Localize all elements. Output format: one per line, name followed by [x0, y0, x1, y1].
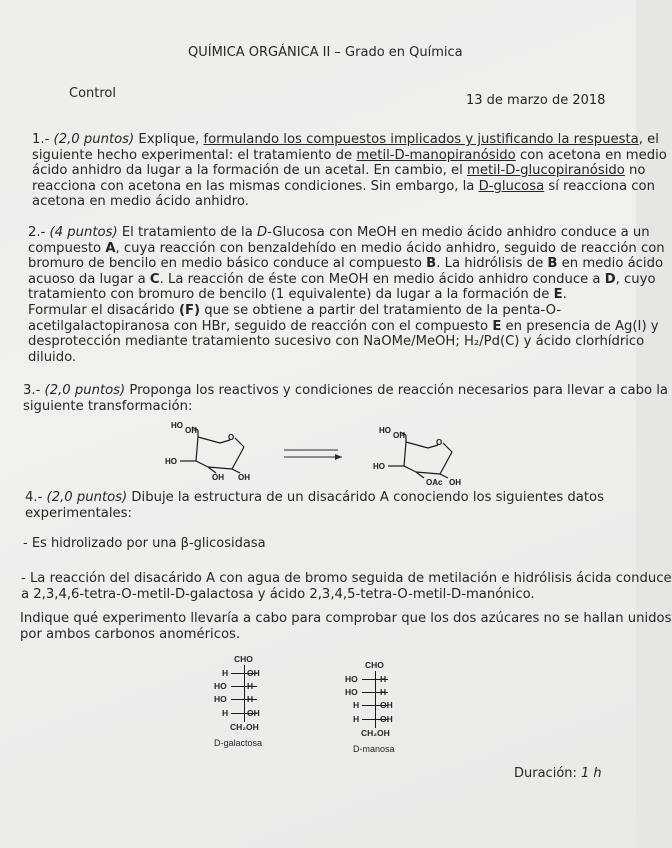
q2-text: acuoso da lugar a: [28, 271, 150, 287]
q1-points: (2,0 puntos): [53, 132, 135, 147]
q1-text: Explique,: [138, 132, 204, 147]
question-3: [23, 383, 668, 414]
reaction-arrow: [280, 445, 350, 465]
fischer-bottom: CH₂OH: [230, 722, 259, 732]
label-oh-top: OH: [393, 431, 405, 440]
fischer-bottom: CH₂OH: [361, 728, 390, 738]
fischer-manosa: [335, 660, 425, 760]
label-oh-bottom: OH: [212, 473, 224, 482]
label-ring-o: O: [228, 433, 235, 442]
fischer-top: CHO: [234, 654, 253, 664]
q2-text: , cuyo: [615, 271, 656, 287]
bond: [443, 443, 452, 452]
label-oh-anomeric: OH: [449, 478, 461, 487]
label-oh-top: OH: [185, 426, 197, 435]
fischer-right: OH: [247, 668, 260, 678]
fischer-right: H: [247, 681, 254, 691]
q2-text: .: [562, 287, 567, 303]
q2-text: bromuro de bencilo en medio básico conduce al compuesto: [28, 256, 427, 272]
fischer-right: OH: [380, 714, 393, 724]
question-1: [32, 132, 667, 210]
question-4: [25, 490, 604, 521]
fischer-name: D-galactosa: [214, 738, 263, 748]
q4-bullet-2: [21, 571, 672, 602]
q3-text: siguiente transformación:: [23, 398, 193, 414]
question-2: [28, 225, 665, 365]
q3-text: Proponga los reactivos y condiciones de reacción necesarios para llevar a cabo la: [125, 383, 668, 398]
duration: [514, 766, 602, 782]
bond: [198, 437, 220, 443]
q2-text: compuesto: [28, 240, 106, 256]
q4-text: - La reacción del disacárido A con agua de bromo seguida de metilación e hidrólisis ácida conduce: [21, 571, 672, 586]
fischer-right: OH: [247, 708, 260, 718]
q4-text: por ambos carbonos anoméricos.: [20, 626, 241, 642]
bond: [416, 472, 440, 474]
label-oac: OAc: [426, 478, 443, 487]
q1-text: acetona en medio ácido anhidro.: [32, 194, 249, 210]
fischer-right: H: [380, 674, 387, 684]
fischer-right: H: [380, 687, 387, 697]
label-ho-left: HO: [165, 457, 177, 466]
label-ho-left: HO: [373, 462, 385, 471]
q2-compound: A: [105, 240, 116, 256]
bond: [232, 447, 244, 469]
fischer-left: H: [353, 700, 360, 710]
fischer-left: HO: [214, 694, 227, 704]
q2-text: en presencia de Ag(I) y: [501, 318, 659, 334]
fischer-right: H: [247, 694, 254, 704]
fischer-top: CHO: [365, 660, 384, 670]
label-ho-top: HO: [171, 421, 183, 430]
q1-text: ácido anhidro da lugar a la formación de un acetal. En cambio, el: [32, 163, 468, 179]
q2-text: tratamiento con bromuro de bencilo (1 equivalente) da lugar a la formación de: [28, 287, 554, 303]
label-ring-o: O: [436, 438, 443, 447]
q3-points: (2,0 puntos): [44, 383, 126, 398]
fischer-right: OH: [380, 700, 393, 710]
q2-compound: E: [553, 287, 563, 303]
q4-text: a 2,3,4,6-tetra-O-metil-D-galactosa y ácido 2,3,4,5-tetra-O-metil-D-manónico.: [21, 586, 535, 602]
bond: [404, 442, 406, 466]
q2-text: que se obtiene a partir del tratamiento de la penta-O-: [200, 302, 562, 318]
q4-text: Indique qué experimento llevaría a cabo para comprobar que los dos azúcares no se hallan unidos: [20, 611, 672, 626]
q2-text: Formular el disacárido: [28, 302, 179, 318]
bond: [196, 437, 198, 461]
q1-text: sí reacciona con: [544, 178, 655, 194]
q2-text: , cuya reacción con benzaldehído en medio ácido anhidro, seguido de reacción con: [115, 240, 665, 256]
q2-compound: B: [426, 256, 437, 272]
q1-number: 1.-: [32, 132, 50, 147]
q2-points: (4 puntos): [49, 225, 118, 240]
q1-underlined: formulando los compuestos implicados y justificando la respuesta: [203, 132, 639, 147]
fischer-left: H: [222, 708, 229, 718]
q1-text: reacciona con acetona en las mismas condiciones. Sin embargo, la: [32, 178, 479, 194]
exam-date: 13 de marzo de 2018: [466, 93, 606, 108]
duration-label: Duración:: [514, 766, 582, 781]
q2-text: . La hidrólisis de: [436, 256, 548, 272]
q1-text: con acetona en medio: [515, 147, 667, 163]
q2-text: -Glucosa con MeOH en medio ácido anhidro conduce a un: [267, 225, 650, 240]
q4-bullet-3: [20, 611, 671, 642]
q4-text: Dibuje la estructura de un disacárido A conociendo los siguientes datos: [127, 490, 604, 505]
q1-underlined: metil-D-manopiranósido: [356, 147, 516, 163]
q2-compound: D: [604, 271, 616, 287]
q2-text: acetilgalactopiranosa con HBr, seguido de reacción con el compuesto: [28, 318, 493, 334]
q1-text: siguiente hecho experimental: el tratamiento de: [32, 147, 357, 163]
label-oh-anomeric: OH: [238, 473, 250, 482]
bond: [406, 442, 428, 448]
q1-underlined: D-glucosa: [478, 178, 545, 194]
q4-text: experimentales:: [25, 505, 132, 521]
q1-text: , el: [638, 132, 659, 147]
q2-text: desprotección mediante tratamiento sucesivo con NaOMe/MeOH; H₂/Pd(C) y ácido clorhídrico: [28, 334, 645, 350]
fischer-left: HO: [214, 681, 227, 691]
exam-label: Control: [69, 86, 116, 101]
q2-compound: C: [149, 271, 160, 287]
fischer-left: HO: [345, 674, 358, 684]
q2-compound: (F): [178, 302, 201, 318]
bond: [208, 467, 232, 469]
q4-bullet-1: - Es hidrolizado por una β-glicosidasa: [23, 536, 266, 551]
fischer-galactosa: [204, 654, 294, 754]
q2-text: El tratamiento de la: [121, 225, 257, 240]
structure-product: [368, 420, 478, 490]
label-ho-top: HO: [379, 426, 391, 435]
fischer-left: H: [222, 668, 229, 678]
q2-compound: E: [492, 318, 502, 334]
exam-title: QUÍMICA ORGÁNICA II – Grado en Química: [188, 45, 463, 60]
q3-number: 3.-: [23, 383, 41, 398]
q1-underlined: metil-D-glucopiranósido: [467, 163, 625, 179]
q2-text: diluido.: [28, 349, 77, 365]
bond: [440, 452, 452, 474]
q4-points: (2,0 puntos): [46, 490, 128, 505]
fischer-left: HO: [345, 687, 358, 697]
bond: [404, 466, 416, 472]
structure-start: [160, 415, 270, 485]
duration-value: 1 h: [581, 766, 602, 781]
q4-number: 4.-: [25, 490, 43, 505]
q2-text: D: [256, 225, 268, 240]
q2-number: 2.-: [28, 225, 46, 240]
q2-text: en medio ácido: [557, 256, 664, 272]
q1-text: no: [624, 163, 646, 179]
bond: [235, 438, 244, 447]
fischer-name: D-manosa: [353, 744, 395, 754]
bond: [196, 461, 208, 467]
fischer-left: H: [353, 714, 360, 724]
q2-compound: B: [547, 256, 558, 272]
q2-text: . La reacción de éste con MeOH en medio ácido anhidro conduce a: [159, 271, 605, 287]
